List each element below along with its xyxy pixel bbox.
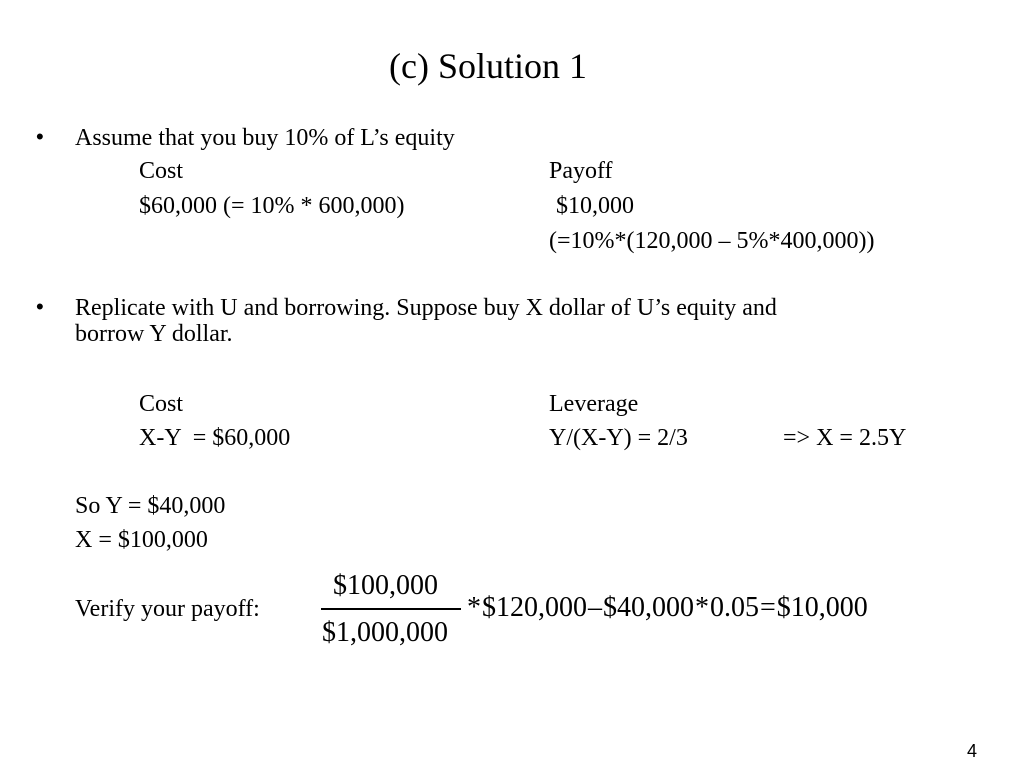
y-solution: So Y = $40,000 [75, 493, 226, 519]
bullet-2-line-2: borrow Y dollar. [75, 321, 233, 347]
x-solution: X = $100,000 [75, 527, 208, 553]
bullet-2-line-1: Replicate with U and borrowing. Suppose buy X dollar of U’s equity and [75, 295, 777, 321]
cost-header-1: Cost [139, 158, 184, 184]
payoff-header: Payoff [549, 158, 613, 184]
fraction-denominator: $1,000,000 [322, 617, 448, 648]
cost-header-2: Cost [139, 391, 184, 417]
slide-title: (c) Solution 1 [389, 46, 587, 86]
payoff-formula: (=10%*(120,000 – 5%*400,000)) [549, 228, 875, 254]
cost-value-1: $60,000 (= 10% * 600,000) [139, 193, 405, 219]
bullet-marker-2: • [36, 294, 44, 319]
bullet-marker-1: • [36, 124, 44, 149]
verify-equation-rest: * $120,000 – $40,000 * 0.05 = $10,000 [467, 592, 868, 623]
leverage-result: => X = 2.5Y [783, 425, 907, 451]
leverage-header: Leverage [549, 391, 639, 417]
payoff-value: $10,000 [556, 193, 634, 219]
cost-equation: X-Y = $60,000 [139, 425, 291, 451]
page-number: 4 [967, 741, 978, 761]
leverage-equation: Y/(X-Y) = 2/3 [549, 425, 688, 451]
bullet-1-text: Assume that you buy 10% of L’s equity [75, 125, 455, 151]
fraction-bar [321, 608, 461, 610]
fraction-numerator: $100,000 [333, 570, 438, 601]
verify-label: Verify your payoff: [75, 596, 260, 622]
